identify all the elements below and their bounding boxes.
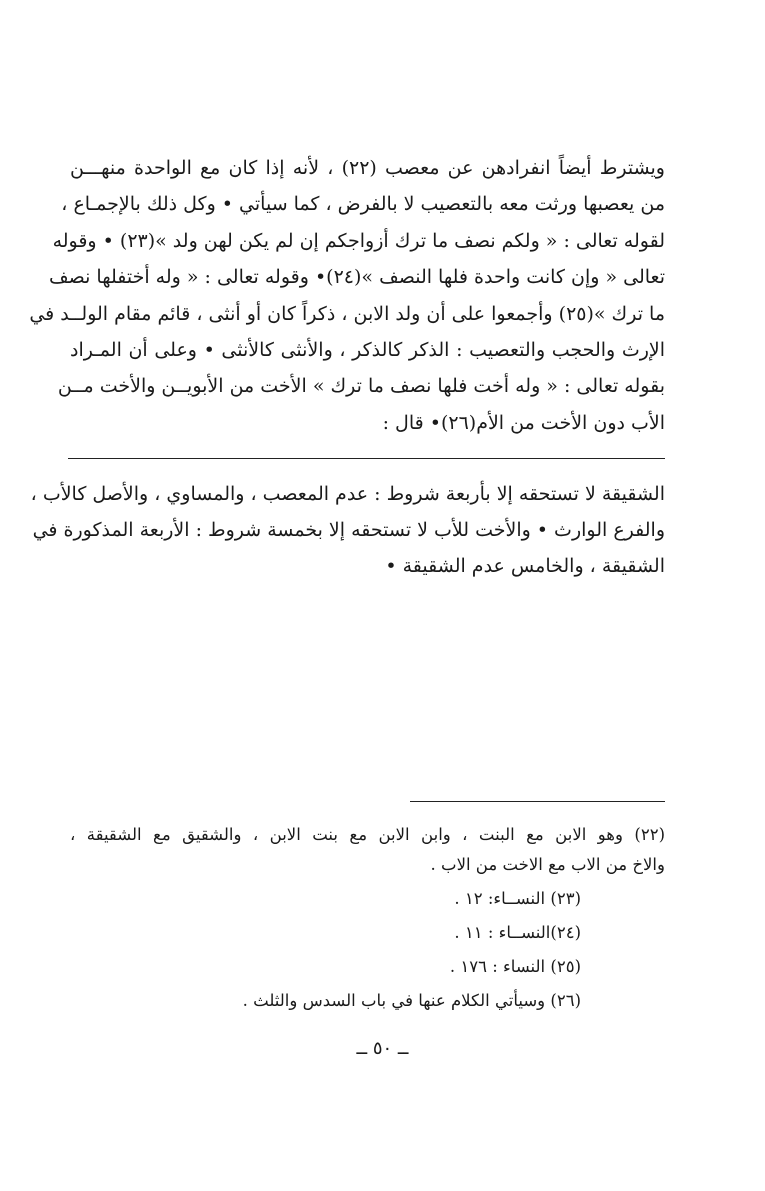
main-text-line: الأب دون الأخت من الأم(٢٦)• قال : bbox=[382, 411, 665, 434]
footnote-divider bbox=[410, 801, 665, 802]
commentary-line: الشقيقة لا تستحقه إلا بأربعة شروط : عدم المعصب ، والمساوي ، والأصل كالأب ، bbox=[30, 483, 665, 505]
page-number: ــ ٥٠ ــ bbox=[356, 1038, 409, 1059]
footnote-26: (٢٦) وسيأتي الكلام عنها في باب السدس والثلث . bbox=[242, 991, 581, 1010]
main-text-line: تعالى « وإن كانت واحدة فلها النصف »(٢٤)• وقوله تعالى : « وله أختفلها نصف bbox=[48, 266, 665, 289]
footnote-23: (٢٣) النســاء: ١٢ . bbox=[454, 889, 581, 908]
footnote-24: (٢٤)النســاء : ١١ . bbox=[454, 923, 581, 942]
main-text-line: الإرث والحجب والتعصيب : الذكر كالذكر ، والأنثى كالأنثى • وعلى أن المـراد bbox=[70, 338, 665, 361]
footnote-25: (٢٥) النساء : ١٧٦ . bbox=[449, 957, 581, 976]
main-text-line: لقوله تعالى : « ولكم نصف ما ترك أزواجكم إن لم يكن لهن ولد »(٢٣) • وقوله bbox=[52, 229, 665, 252]
footnote-22-line-1: (٢٢) وهو الابن مع البنت ، وابن الابن مع بنت الابن ، والشقيق مع الشقيقة ، bbox=[70, 825, 665, 844]
footnotes-block bbox=[70, 820, 665, 1016]
main-text-line: ويشترط أيضاً انفرادهن عن معصب (٢٢) ، لأنه إذا كان مع الواحدة منهـــن bbox=[70, 157, 665, 179]
main-text-block bbox=[29, 150, 665, 441]
section-divider bbox=[68, 458, 665, 459]
commentary-line: والفرع الوارث • والأخت للأب لا تستحقه إلا بخمسة شروط : الأربعة المذكورة في bbox=[32, 519, 665, 541]
main-text-line: من يعصبها ورثت معه بالتعصيب لا بالفرض ، كما سيأتي • وكل ذلك بالإجمـاع ، bbox=[61, 193, 665, 216]
commentary-block bbox=[30, 476, 665, 584]
footnote-22-line-2: والاخ من الاب مع الاخت من الاب . bbox=[430, 855, 665, 874]
main-text-line: بقوله تعالى : « وله أخت فلها نصف ما ترك » الأخت من الأبويــن والأخت مــن bbox=[57, 375, 665, 398]
main-text-line: ما ترك »(٢٥) وأجمعوا على أن ولد الابن ، ذكراً كان أو أنثى ، قائم مقام الولــد في bbox=[29, 302, 665, 325]
commentary-line: الشقيقة ، والخامس عدم الشقيقة • bbox=[385, 555, 665, 577]
